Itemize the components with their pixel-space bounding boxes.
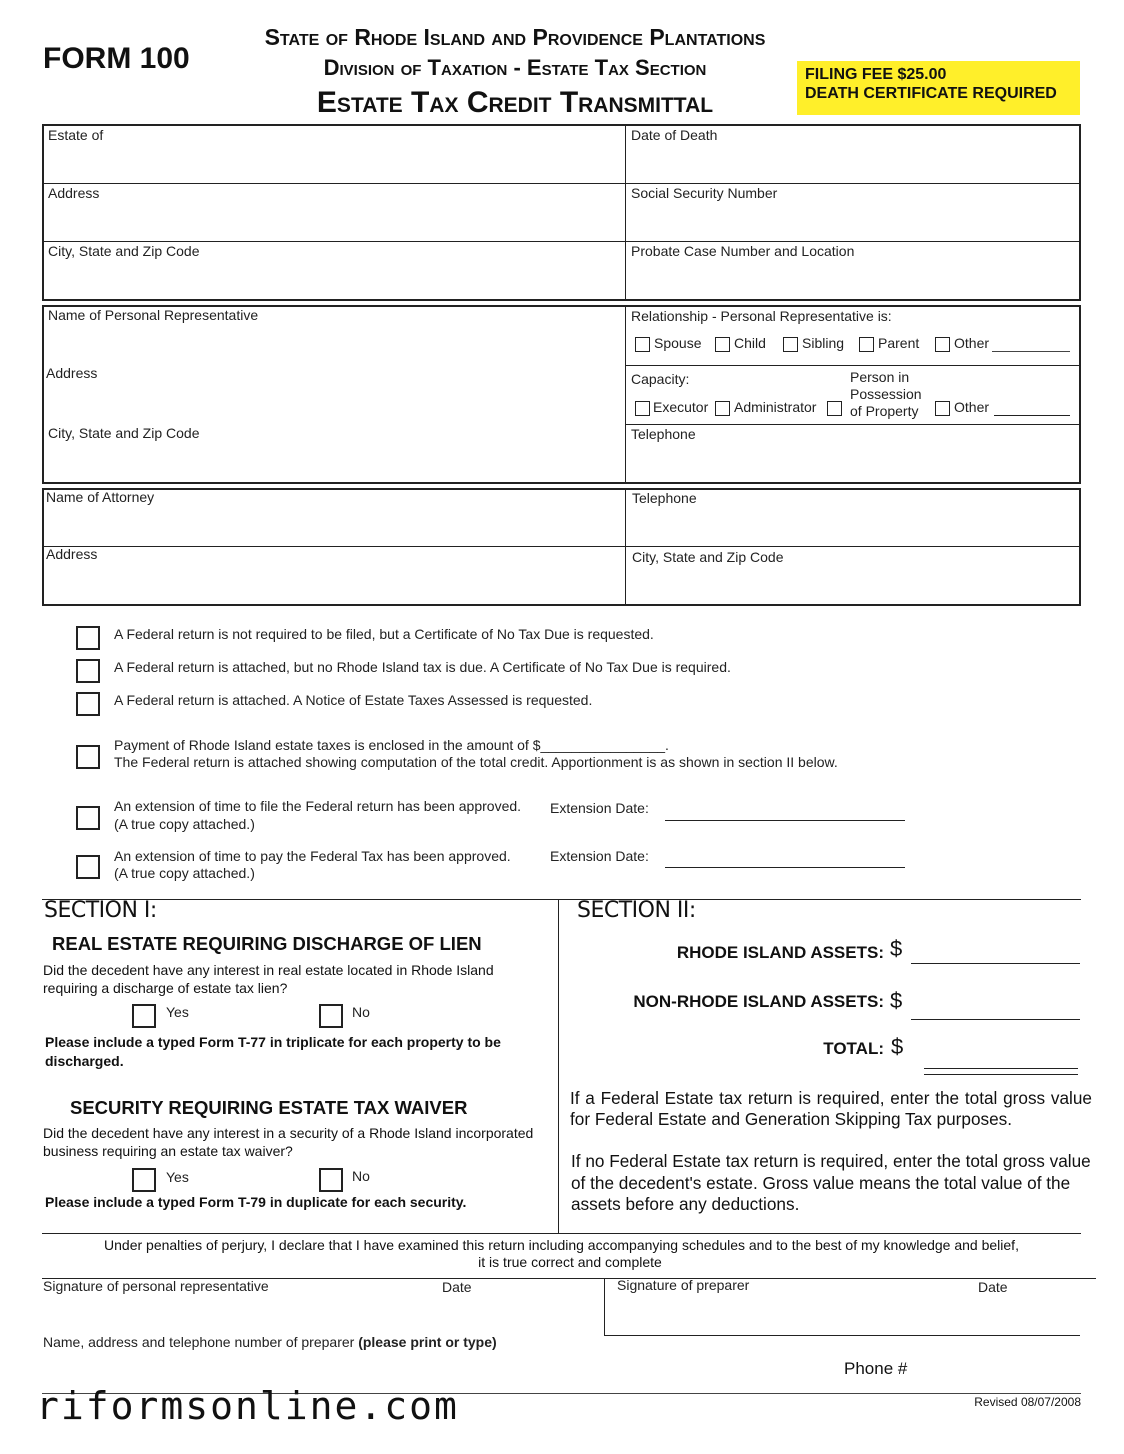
- cap-other-checkbox[interactable]: [935, 401, 950, 416]
- real-estate-title: REAL ESTATE REQUIRING DISCHARGE OF LIEN: [52, 933, 482, 954]
- cap-person-checkbox[interactable]: [827, 401, 842, 416]
- preparer-info-bold: (please print or type): [358, 1334, 497, 1350]
- real-estate-no-label: No: [352, 1004, 370, 1020]
- rel-child-label: Child: [734, 335, 766, 351]
- total-dollar: $: [891, 1034, 904, 1059]
- option-no-federal-return-text: A Federal return is not required to be filed, but a Certificate of No Tax Due is requested.: [114, 626, 654, 642]
- option-extension-pay-note: (A true copy attached.): [114, 865, 255, 881]
- option-extension-pay-checkbox[interactable]: [76, 855, 100, 879]
- probate-field[interactable]: Probate Case Number and Location: [631, 243, 855, 259]
- option-extension-file-checkbox[interactable]: [76, 806, 100, 830]
- extension-file-date-label: Extension Date:: [550, 800, 649, 816]
- real-estate-question: Did the decedent have any interest in real estate located in Rhode Island requiring a discharge of estate tax lien?: [43, 962, 494, 996]
- rel-child-checkbox[interactable]: [715, 337, 730, 352]
- real-estate-yes-checkbox[interactable]: [132, 1004, 156, 1028]
- security-yes-label: Yes: [166, 1169, 189, 1185]
- option-no-ri-tax-checkbox[interactable]: [76, 659, 100, 683]
- real-estate-yes-label: Yes: [166, 1004, 189, 1020]
- estate-of-field[interactable]: Estate of: [48, 127, 104, 143]
- death-certificate-text: DEATH CERTIFICATE REQUIRED: [805, 85, 1057, 102]
- option-extension-file-note: (A true copy attached.): [114, 816, 255, 832]
- t77-note: Please include a typed Form T-77 in triplicate for each property to be discharged.: [45, 1034, 501, 1069]
- attorney-telephone-field[interactable]: Telephone: [632, 490, 697, 506]
- extension-pay-date-line[interactable]: [665, 867, 905, 868]
- non-ri-assets-label: NON-RHODE ISLAND ASSETS:: [633, 992, 884, 1011]
- perjury-line-2: it is true correct and complete: [478, 1254, 662, 1270]
- phone-label[interactable]: Phone #: [844, 1359, 908, 1378]
- rel-sibling-label: Sibling: [802, 335, 845, 351]
- attorney-address-field[interactable]: Address: [46, 546, 98, 562]
- option-extension-file-text: An extension of time to file the Federal return has been approved.: [114, 798, 522, 814]
- attorney-name-field[interactable]: Name of Attorney: [46, 489, 155, 505]
- security-no-label: No: [352, 1168, 370, 1184]
- date-of-death-field[interactable]: Date of Death: [631, 127, 718, 143]
- ssn-field[interactable]: Social Security Number: [631, 185, 778, 201]
- security-question: Did the decedent have any interest in a security of a Rhode Island incorporated business requiring an estate tax waiver?: [43, 1125, 534, 1159]
- rel-spouse-checkbox[interactable]: [635, 337, 650, 352]
- attorney-block: [42, 488, 1081, 606]
- relationship-label: Relationship - Personal Representative is:: [631, 308, 892, 324]
- rel-other-label: Other: [954, 335, 990, 351]
- section-2-heading: SECTION II:: [577, 898, 696, 923]
- non-ri-assets-dollar: $: [890, 988, 903, 1013]
- cap-person-label-3: of Property: [850, 403, 919, 419]
- preparer-signature-date[interactable]: Date: [978, 1279, 1008, 1295]
- estate-info-block: [42, 124, 1081, 301]
- rep-signature-field[interactable]: Signature of personal representative: [43, 1278, 269, 1294]
- extension-file-date-line[interactable]: [665, 820, 905, 821]
- header-division-line: Division of Taxation - Estate Tax Section: [323, 55, 707, 80]
- personal-rep-block: [42, 305, 1081, 484]
- cap-person-label-2: Possession: [850, 386, 922, 402]
- security-title: SECURITY REQUIRING ESTATE TAX WAIVER: [70, 1097, 468, 1118]
- rep-address-field[interactable]: Address: [46, 365, 98, 381]
- security-yes-checkbox[interactable]: [132, 1168, 156, 1192]
- cap-executor-label: Executor: [653, 399, 709, 415]
- rep-city-field[interactable]: City, State and Zip Code: [48, 425, 200, 441]
- option-payment-enclosed-checkbox[interactable]: [76, 745, 100, 769]
- option-no-federal-return-checkbox[interactable]: [76, 626, 100, 650]
- rel-other-line[interactable]: [992, 351, 1070, 352]
- preparer-info-label: Name, address and telephone number of preparer: [43, 1334, 355, 1350]
- rel-other-checkbox[interactable]: [935, 337, 950, 352]
- cap-other-line[interactable]: [994, 415, 1070, 416]
- preparer-info-field[interactable]: [43, 1334, 497, 1350]
- non-ri-assets-input[interactable]: [911, 1019, 1080, 1020]
- rel-sibling-checkbox[interactable]: [783, 337, 798, 352]
- cap-administrator-checkbox[interactable]: [715, 401, 730, 416]
- option-no-ri-tax-text: A Federal return is attached, but no Rhode Island tax is due. A Certificate of No Tax Due is required.: [114, 659, 731, 675]
- preparer-signature-field[interactable]: Signature of preparer: [617, 1277, 750, 1293]
- rel-parent-checkbox[interactable]: [859, 337, 874, 352]
- section-1-heading: SECTION I:: [44, 898, 157, 923]
- estate-city-field[interactable]: City, State and Zip Code: [48, 243, 200, 259]
- revised-date: Revised 08/07/2008: [974, 1395, 1081, 1409]
- ri-assets-label: RHODE ISLAND ASSETS:: [676, 943, 884, 962]
- section-2-note-2: If no Federal Estate tax return is required, enter the total gross value of the decedent's estate. Gross value means the total value of the assets before any deductions.: [571, 1151, 1091, 1214]
- rep-signature-date[interactable]: Date: [442, 1279, 472, 1295]
- total-label: TOTAL:: [823, 1039, 884, 1058]
- option-payment-enclosed-note: The Federal return is attached showing computation of the total credit. Apportionment is as shown in section II below.: [114, 754, 838, 770]
- option-notice-assessed-text: A Federal return is attached. A Notice of Estate Taxes Assessed is requested.: [114, 692, 593, 708]
- perjury-line-1: Under penalties of perjury, I declare that I have examined this return including accompanying schedules and to the best of my knowledge and belief,: [104, 1237, 1019, 1253]
- filing-fee-badge: [797, 61, 1080, 115]
- rep-telephone-field[interactable]: Telephone: [631, 426, 696, 442]
- option-extension-pay-text: An extension of time to pay the Federal Tax has been approved.: [114, 848, 511, 864]
- t79-note: Please include a typed Form T-79 in duplicate for each security.: [45, 1194, 467, 1210]
- option-notice-assessed-checkbox[interactable]: [76, 692, 100, 716]
- total-input[interactable]: [924, 1068, 1078, 1069]
- form-title: Estate Tax Credit Transmittal: [316, 86, 714, 119]
- ri-assets-dollar: $: [890, 936, 903, 961]
- option-payment-enclosed-text: Payment of Rhode Island estate taxes is enclosed in the amount of $________________.: [114, 737, 669, 753]
- cap-executor-checkbox[interactable]: [635, 401, 650, 416]
- rep-name-field[interactable]: Name of Personal Representative: [48, 307, 259, 323]
- watermark: riformsonline.com: [36, 1384, 459, 1428]
- cap-other-label: Other: [954, 399, 990, 415]
- capacity-label: Capacity:: [631, 371, 690, 387]
- extension-pay-date-label: Extension Date:: [550, 848, 649, 864]
- security-no-checkbox[interactable]: [319, 1168, 343, 1192]
- real-estate-no-checkbox[interactable]: [319, 1004, 343, 1028]
- section-2-note-1: If a Federal Estate tax return is required, enter the total gross value for Federal Estate and Generation Skipping Tax purposes.: [570, 1088, 1092, 1129]
- form-number: FORM 100: [43, 42, 190, 75]
- rel-parent-label: Parent: [878, 335, 920, 351]
- attorney-city-field[interactable]: City, State and Zip Code: [632, 549, 784, 565]
- cap-person-label-1: Person in: [850, 369, 910, 385]
- header-state-line: State of Rhode Island and Providence Plantations: [264, 24, 766, 50]
- rel-spouse-label: Spouse: [654, 335, 702, 351]
- estate-address-field[interactable]: Address: [48, 185, 100, 201]
- filing-fee-text: FILING FEE $25.00: [805, 66, 947, 83]
- ri-assets-input[interactable]: [911, 963, 1080, 964]
- cap-administrator-label: Administrator: [734, 399, 817, 415]
